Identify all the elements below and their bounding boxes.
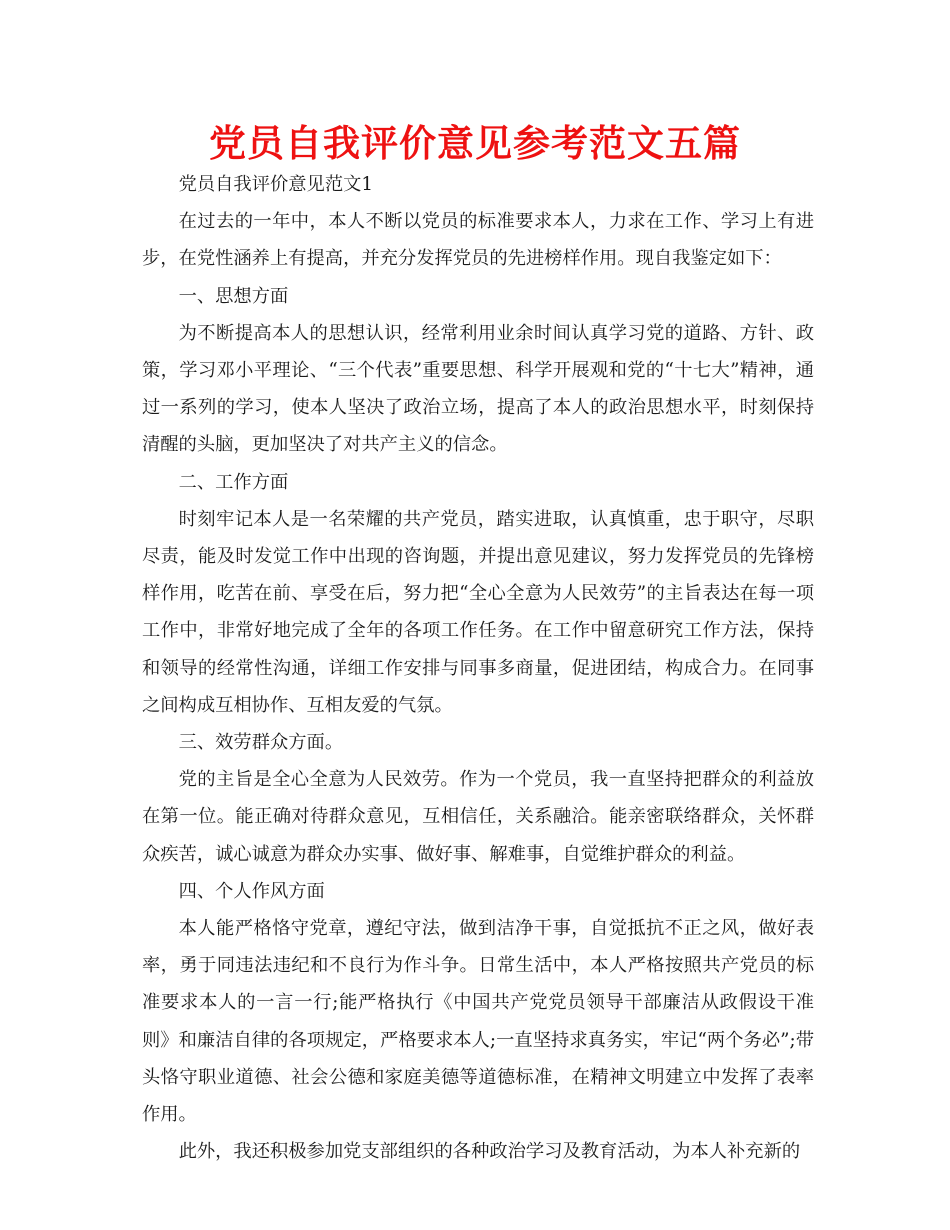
service-paragraph: 党的主旨是全心全意为人民效劳。作为一个党员，我一直坚持把群众的利益放在第一位。能正确对待群众意见，互相信任，关系融洽。能亲密联络群众，关怀群众疾苦，诚心诚意为群众办实事、做好事、解难事，自觉维护群众的利益。 [142, 769, 814, 865]
section-heading-conduct: 四、个人作风方面 [178, 880, 325, 902]
thought-paragraph: 为不断提高本人的思想认识，经常利用业余时间认真学习党的道路、方针、政策，学习邓小平理论、“三个代表”重要思想、科学开展观和党的“十七大”精神，通过一系列的学习，使本人坚决了政治立场，提高了本人的政治思想水平，时刻保持清醒的头脑，更加坚决了对共产主义的信念。 [142, 322, 814, 456]
document-body [142, 166, 814, 1170]
section-heading-thought: 一、思想方面 [178, 285, 289, 307]
conduct-paragraph: 本人能严格恪守党章，遵纪守法，做到洁净干事，自觉抵抗不正之风，做好表率，勇于同违法违纪和不良行为作斗争。日常生活中，本人严格按照共产党员的标准要求本人的一言一行;能严格执行《中国共产党党员领导干部廉洁从政假设干准则》和廉洁自律的各项规定，严格要求本人;一直坚持求真务实，牢记“两个务必”;带头恪守职业道德、社会公德和家庭美德等道德标准，在精神文明建立中发挥了表率作用。 [142, 918, 814, 1126]
work-paragraph: 时刻牢记本人是一名荣耀的共产党员，踏实进取，认真慎重，忠于职守，尽职尽责，能及时发觉工作中出现的咨询题，并提出意见建议，努力发挥党员的先锋榜样作用，吃苦在前、享受在后，努力把“全心全意为人民效劳”的主旨表达在每一项工作中，非常好地完成了全年的各项工作任务。在工作中留意研究工作方法，保持和领导的经常性沟通，详细工作安排与同事多商量，促进团结，构成合力。在同事之间构成互相协作、互相友爱的气氛。 [142, 508, 814, 716]
intro-paragraph: 在过去的一年中，本人不断以党员的标准要求本人，力求在工作、学习上有进步，在党性涵养上有提高，并充分发挥党员的先进榜样作用。现自我鉴定如下： [142, 211, 814, 270]
section-heading-service: 三、效劳群众方面。 [178, 732, 344, 754]
section-heading-work: 二、工作方面 [178, 471, 289, 493]
document-title: 党员自我评价意见参考范文五篇 [209, 122, 741, 165]
closing-paragraph: 此外，我还积极参加党支部组织的各种政治学习及教育活动，为本人补充新的 [178, 1141, 801, 1163]
essay-heading: 党员自我评价意见范文1 [178, 174, 374, 195]
